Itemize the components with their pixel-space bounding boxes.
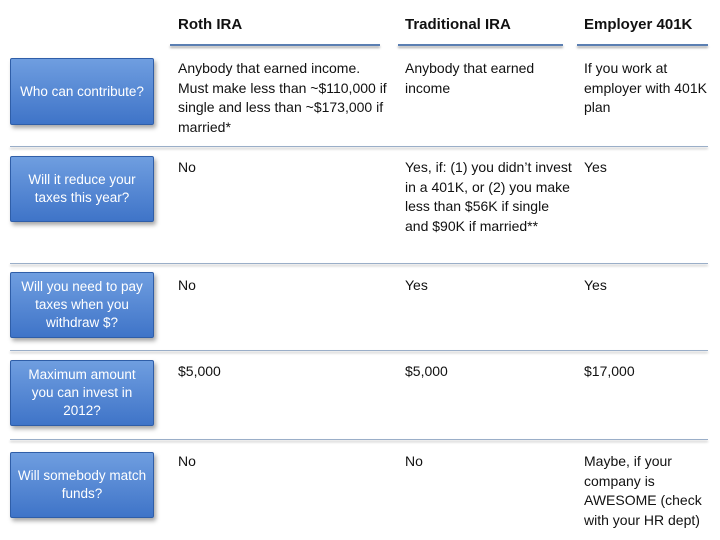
header-rule-roth: [170, 44, 380, 46]
row-divider: [10, 263, 708, 264]
header-traditional-ira: Traditional IRA: [405, 16, 511, 33]
header-employer-401k: Employer 401K: [584, 16, 693, 33]
row-divider: [10, 146, 708, 147]
row-divider: [10, 439, 708, 440]
row-divider: [10, 350, 708, 351]
cell-traditional-match-funds: No: [405, 453, 423, 469]
cell-employer-pay-taxes-withdraw: Yes: [584, 277, 607, 293]
row-label-match-funds: Will somebody match funds?: [10, 452, 154, 518]
row-label-pay-taxes-withdraw: Will you need to pay taxes when you withdraw $?: [10, 272, 154, 338]
cell-roth-pay-taxes-withdraw: No: [178, 277, 196, 293]
row-label-maximum-amount: Maximum amount you can invest in 2012?: [10, 360, 154, 426]
cell-roth-maximum-amount: $5,000: [178, 363, 221, 379]
cell-employer-who-can-contribute: If you work at employer with 401K plan: [584, 60, 707, 115]
cell-roth-who-can-contribute: Anybody that earned income. Must make less than ~$110,000 if single and less than ~$173,000 if married*: [178, 60, 387, 135]
header-roth-ira: Roth IRA: [178, 16, 243, 33]
cell-employer-reduce-taxes: Yes: [584, 159, 607, 175]
row-label-who-can-contribute: Who can contribute?: [10, 58, 154, 125]
cell-traditional-reduce-taxes: Yes, if: (1) you didn’t invest in a 401K, or (2) you make less than $56K if single and $90K if married**: [405, 159, 572, 234]
row-label-reduce-taxes: Will it reduce your taxes this year?: [10, 156, 154, 222]
cell-employer-maximum-amount: $17,000: [584, 363, 635, 379]
header-rule-traditional: [398, 44, 563, 46]
cell-roth-reduce-taxes: No: [178, 159, 196, 175]
header-rule-employer: [577, 44, 708, 46]
cell-traditional-maximum-amount: $5,000: [405, 363, 448, 379]
cell-employer-match-funds: Maybe, if your company is AWESOME (check with your HR dept): [584, 453, 702, 528]
cell-roth-match-funds: No: [178, 453, 196, 469]
cell-traditional-who-can-contribute: Anybody that earned income: [405, 60, 535, 96]
cell-traditional-pay-taxes-withdraw: Yes: [405, 277, 428, 293]
